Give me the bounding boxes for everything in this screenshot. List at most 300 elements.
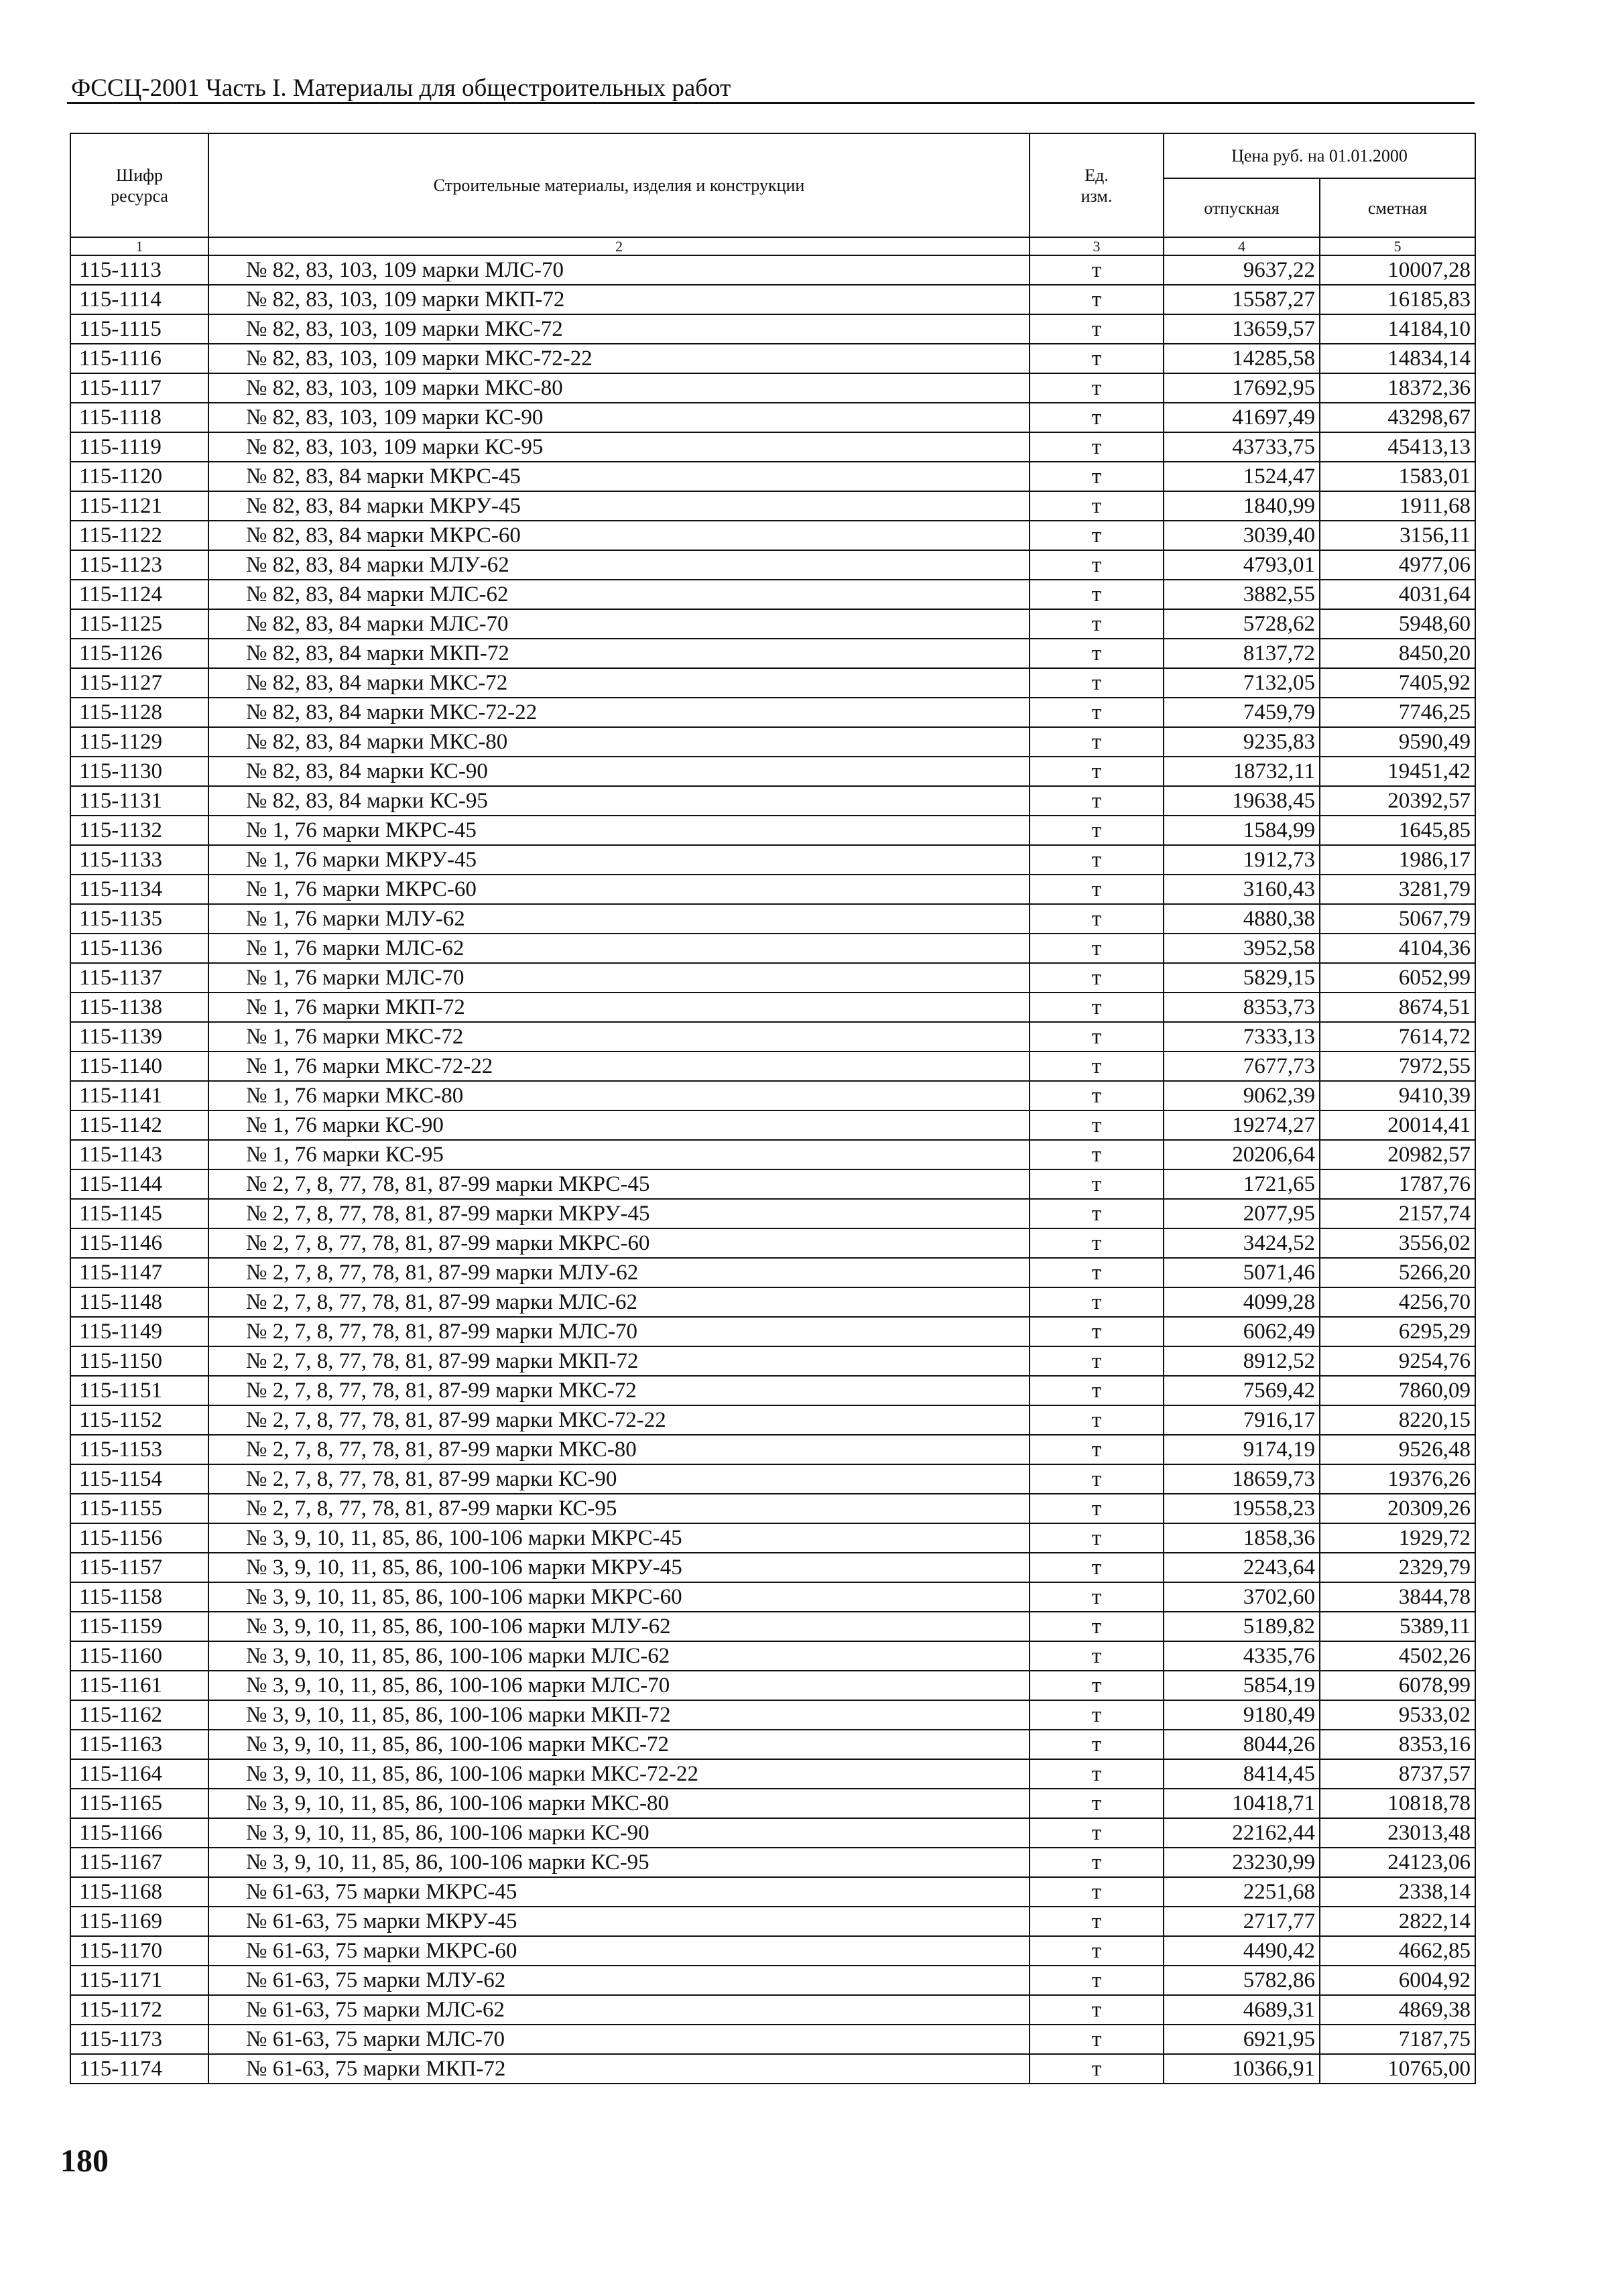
- unit-cell: т: [1030, 1612, 1164, 1641]
- table-row: [70, 816, 1475, 845]
- resource-code-cell: 115-1140: [70, 1051, 208, 1081]
- material-name-cell: № 61-63, 75 марки МЛС-70: [208, 2025, 1030, 2054]
- table-row: [70, 1612, 1475, 1641]
- unit-cell: т: [1030, 1140, 1164, 1169]
- estimate-price-cell: 5067,79: [1320, 904, 1475, 934]
- estimate-price-cell: 6004,92: [1320, 1966, 1475, 1995]
- estimate-price-cell: 7746,25: [1320, 698, 1475, 727]
- resource-code-cell: 115-1168: [70, 1877, 208, 1907]
- material-name-cell: № 82, 83, 84 марки МКС-72-22: [208, 698, 1030, 727]
- unit-cell: т: [1030, 2025, 1164, 2054]
- table-row: [70, 845, 1475, 875]
- release-price-cell: 1858,36: [1164, 1523, 1320, 1553]
- estimate-price-cell: 18372,36: [1320, 373, 1475, 403]
- unit-cell: т: [1030, 1700, 1164, 1730]
- estimate-price-cell: 7405,92: [1320, 668, 1475, 698]
- unit-cell: т: [1030, 1848, 1164, 1877]
- table-row: [70, 1228, 1475, 1258]
- resource-code-cell: 115-1123: [70, 550, 208, 580]
- table-row: [70, 1523, 1475, 1553]
- resource-code-cell: 115-1153: [70, 1435, 208, 1464]
- page-header-title: ФССЦ-2001 Часть I. Материалы для общестроительных работ: [71, 74, 731, 102]
- unit-cell: т: [1030, 1287, 1164, 1317]
- material-name-cell: № 82, 83, 84 марки МКС-80: [208, 727, 1030, 757]
- resource-code-cell: 115-1166: [70, 1818, 208, 1848]
- table-row: [70, 757, 1475, 786]
- unit-cell: т: [1030, 668, 1164, 698]
- resource-code-cell: 115-1129: [70, 727, 208, 757]
- material-name-cell: № 3, 9, 10, 11, 85, 86, 100-106 марки МЛУ-62: [208, 1612, 1030, 1641]
- material-name-cell: № 3, 9, 10, 11, 85, 86, 100-106 марки МКРС-60: [208, 1582, 1030, 1612]
- estimate-price-cell: 8674,51: [1320, 993, 1475, 1022]
- material-name-cell: № 2, 7, 8, 77, 78, 81, 87-99 марки МКП-72: [208, 1346, 1030, 1376]
- release-price-cell: 5189,82: [1164, 1612, 1320, 1641]
- release-price-cell: 9174,19: [1164, 1435, 1320, 1464]
- table-row: [70, 1995, 1475, 2025]
- unit-cell: т: [1030, 609, 1164, 639]
- table-row: [70, 403, 1475, 432]
- release-price-cell: 1840,99: [1164, 491, 1320, 521]
- table-row: [70, 432, 1475, 462]
- resource-code-cell: 115-1139: [70, 1022, 208, 1051]
- estimate-price-cell: 20309,26: [1320, 1494, 1475, 1523]
- header-release-price: отпускная: [1164, 178, 1320, 237]
- table-row: [70, 1877, 1475, 1907]
- unit-cell: т: [1030, 1789, 1164, 1818]
- unit-cell: т: [1030, 1966, 1164, 1995]
- release-price-cell: 3424,52: [1164, 1228, 1320, 1258]
- release-price-cell: 8912,52: [1164, 1346, 1320, 1376]
- unit-cell: т: [1030, 580, 1164, 609]
- table-row: [70, 1110, 1475, 1140]
- material-name-cell: № 2, 7, 8, 77, 78, 81, 87-99 марки МЛС-70: [208, 1317, 1030, 1346]
- resource-code-cell: 115-1133: [70, 845, 208, 875]
- release-price-cell: 18732,11: [1164, 757, 1320, 786]
- release-price-cell: 23230,99: [1164, 1848, 1320, 1877]
- table-row: [70, 1936, 1475, 1966]
- resource-code-cell: 115-1135: [70, 904, 208, 934]
- material-name-cell: № 1, 76 марки МЛС-70: [208, 963, 1030, 993]
- unit-cell: т: [1030, 1317, 1164, 1346]
- resource-code-cell: 115-1163: [70, 1730, 208, 1759]
- resource-code-cell: 115-1145: [70, 1199, 208, 1228]
- estimate-price-cell: 20982,57: [1320, 1140, 1475, 1169]
- material-name-cell: № 61-63, 75 марки МКП-72: [208, 2054, 1030, 2084]
- resource-code-cell: 115-1151: [70, 1376, 208, 1405]
- unit-cell: т: [1030, 1169, 1164, 1199]
- release-price-cell: 22162,44: [1164, 1818, 1320, 1848]
- unit-cell: т: [1030, 1022, 1164, 1051]
- material-name-cell: № 61-63, 75 марки МКРС-60: [208, 1936, 1030, 1966]
- table-row: [70, 462, 1475, 491]
- estimate-price-cell: 4977,06: [1320, 550, 1475, 580]
- release-price-cell: 4793,01: [1164, 550, 1320, 580]
- estimate-price-cell: 8353,16: [1320, 1730, 1475, 1759]
- resource-code-cell: 115-1126: [70, 639, 208, 668]
- resource-code-cell: 115-1137: [70, 963, 208, 993]
- release-price-cell: 1912,73: [1164, 845, 1320, 875]
- table-row: [70, 491, 1475, 521]
- material-name-cell: № 1, 76 марки МЛУ-62: [208, 904, 1030, 934]
- unit-cell: т: [1030, 1671, 1164, 1700]
- unit-cell: т: [1030, 255, 1164, 285]
- estimate-price-cell: 4869,38: [1320, 1995, 1475, 2025]
- material-name-cell: № 82, 83, 103, 109 марки МКС-80: [208, 373, 1030, 403]
- resource-code-cell: 115-1122: [70, 521, 208, 550]
- column-number: 3: [1030, 237, 1164, 255]
- estimate-price-cell: 4031,64: [1320, 580, 1475, 609]
- unit-cell: т: [1030, 285, 1164, 314]
- table-row: [70, 2025, 1475, 2054]
- unit-cell: т: [1030, 757, 1164, 786]
- resource-code-cell: 115-1165: [70, 1789, 208, 1818]
- unit-cell: т: [1030, 786, 1164, 816]
- release-price-cell: 5829,15: [1164, 963, 1320, 993]
- release-price-cell: 5854,19: [1164, 1671, 1320, 1700]
- material-name-cell: № 2, 7, 8, 77, 78, 81, 87-99 марки КС-95: [208, 1494, 1030, 1523]
- material-name-cell: № 1, 76 марки МКС-72-22: [208, 1051, 1030, 1081]
- resource-code-cell: 115-1157: [70, 1553, 208, 1582]
- material-name-cell: № 82, 83, 103, 109 марки МЛС-70: [208, 255, 1030, 285]
- estimate-price-cell: 8450,20: [1320, 639, 1475, 668]
- unit-cell: т: [1030, 875, 1164, 904]
- table-row: [70, 993, 1475, 1022]
- release-price-cell: 1524,47: [1164, 462, 1320, 491]
- release-price-cell: 2717,77: [1164, 1907, 1320, 1936]
- estimate-price-cell: 10007,28: [1320, 255, 1475, 285]
- table-row: [70, 1818, 1475, 1848]
- table-row: [70, 1966, 1475, 1995]
- material-name-cell: № 82, 83, 84 марки МКС-72: [208, 668, 1030, 698]
- resource-code-cell: 115-1171: [70, 1966, 208, 1995]
- table-row: [70, 550, 1475, 580]
- resource-code-cell: 115-1132: [70, 816, 208, 845]
- estimate-price-cell: 9590,49: [1320, 727, 1475, 757]
- table-row: [70, 255, 1475, 285]
- estimate-price-cell: 9533,02: [1320, 1700, 1475, 1730]
- resource-code-cell: 115-1130: [70, 757, 208, 786]
- release-price-cell: 2251,68: [1164, 1877, 1320, 1907]
- unit-cell: т: [1030, 993, 1164, 1022]
- material-name-cell: № 61-63, 75 марки МКРС-45: [208, 1877, 1030, 1907]
- unit-cell: т: [1030, 1553, 1164, 1582]
- table-row: [70, 1641, 1475, 1671]
- material-name-cell: № 1, 76 марки МКС-72: [208, 1022, 1030, 1051]
- header-estimate-price: сметная: [1320, 178, 1475, 237]
- material-name-cell: № 1, 76 марки МКРС-60: [208, 875, 1030, 904]
- table-row: [70, 1789, 1475, 1818]
- estimate-price-cell: 1645,85: [1320, 816, 1475, 845]
- material-name-cell: № 3, 9, 10, 11, 85, 86, 100-106 марки МЛС-62: [208, 1641, 1030, 1671]
- unit-cell: т: [1030, 432, 1164, 462]
- estimate-price-cell: 43298,67: [1320, 403, 1475, 432]
- release-price-cell: 7569,42: [1164, 1376, 1320, 1405]
- table-row: [70, 1671, 1475, 1700]
- resource-code-cell: 115-1161: [70, 1671, 208, 1700]
- table-header: [70, 133, 1475, 255]
- release-price-cell: 7333,13: [1164, 1022, 1320, 1051]
- unit-cell: т: [1030, 1346, 1164, 1376]
- header-rule: [67, 102, 1475, 104]
- material-name-cell: № 82, 83, 84 марки МКРС-45: [208, 462, 1030, 491]
- release-price-cell: 7916,17: [1164, 1405, 1320, 1435]
- release-price-cell: 1584,99: [1164, 816, 1320, 845]
- resource-code-cell: 115-1170: [70, 1936, 208, 1966]
- table-body: [70, 255, 1475, 2084]
- table-row: [70, 1199, 1475, 1228]
- resource-code-cell: 115-1114: [70, 285, 208, 314]
- estimate-price-cell: 14184,10: [1320, 314, 1475, 344]
- resource-code-cell: 115-1167: [70, 1848, 208, 1877]
- resource-code-cell: 115-1154: [70, 1464, 208, 1494]
- material-name-cell: № 82, 83, 84 марки МКП-72: [208, 639, 1030, 668]
- release-price-cell: 3160,43: [1164, 875, 1320, 904]
- table-row: [70, 698, 1475, 727]
- unit-cell: т: [1030, 1405, 1164, 1435]
- estimate-price-cell: 9410,39: [1320, 1081, 1475, 1110]
- unit-cell: т: [1030, 963, 1164, 993]
- estimate-price-cell: 19451,42: [1320, 757, 1475, 786]
- resource-code-cell: 115-1115: [70, 314, 208, 344]
- estimate-price-cell: 20392,57: [1320, 786, 1475, 816]
- table-row: [70, 1376, 1475, 1405]
- unit-cell: т: [1030, 1995, 1164, 2025]
- material-name-cell: № 3, 9, 10, 11, 85, 86, 100-106 марки МКС-80: [208, 1789, 1030, 1818]
- release-price-cell: 3882,55: [1164, 580, 1320, 609]
- estimate-price-cell: 4256,70: [1320, 1287, 1475, 1317]
- material-name-cell: № 1, 76 марки МКРС-45: [208, 816, 1030, 845]
- table-row: [70, 609, 1475, 639]
- table-row: [70, 786, 1475, 816]
- table-row: [70, 521, 1475, 550]
- material-name-cell: № 3, 9, 10, 11, 85, 86, 100-106 марки МЛС-70: [208, 1671, 1030, 1700]
- table-row: [70, 1494, 1475, 1523]
- release-price-cell: 7459,79: [1164, 698, 1320, 727]
- release-price-cell: 8137,72: [1164, 639, 1320, 668]
- unit-cell: т: [1030, 1936, 1164, 1966]
- release-price-cell: 6921,95: [1164, 2025, 1320, 2054]
- header-name: Строительные материалы, изделия и конструкции: [208, 133, 1030, 237]
- unit-cell: т: [1030, 1258, 1164, 1287]
- release-price-cell: 19558,23: [1164, 1494, 1320, 1523]
- resource-code-cell: 115-1118: [70, 403, 208, 432]
- release-price-cell: 20206,64: [1164, 1140, 1320, 1169]
- table-row: [70, 934, 1475, 963]
- table-row: [70, 1051, 1475, 1081]
- unit-cell: т: [1030, 1494, 1164, 1523]
- resource-code-cell: 115-1136: [70, 934, 208, 963]
- estimate-price-cell: 14834,14: [1320, 344, 1475, 373]
- table-row: [70, 1848, 1475, 1877]
- resource-code-cell: 115-1131: [70, 786, 208, 816]
- resource-code-cell: 115-1159: [70, 1612, 208, 1641]
- table-row: [70, 1907, 1475, 1936]
- resource-code-cell: 115-1117: [70, 373, 208, 403]
- release-price-cell: 4099,28: [1164, 1287, 1320, 1317]
- unit-cell: т: [1030, 1081, 1164, 1110]
- material-name-cell: № 2, 7, 8, 77, 78, 81, 87-99 марки МЛУ-62: [208, 1258, 1030, 1287]
- unit-cell: т: [1030, 1907, 1164, 1936]
- table-row: [70, 1022, 1475, 1051]
- release-price-cell: 3702,60: [1164, 1582, 1320, 1612]
- unit-cell: т: [1030, 1435, 1164, 1464]
- column-number: 4: [1164, 237, 1320, 255]
- unit-cell: т: [1030, 1376, 1164, 1405]
- unit-cell: т: [1030, 639, 1164, 668]
- resource-code-cell: 115-1138: [70, 993, 208, 1022]
- material-name-cell: № 3, 9, 10, 11, 85, 86, 100-106 марки КС-90: [208, 1818, 1030, 1848]
- resource-code-cell: 115-1152: [70, 1405, 208, 1435]
- table-row: [70, 1435, 1475, 1464]
- estimate-price-cell: 45413,13: [1320, 432, 1475, 462]
- release-price-cell: 9637,22: [1164, 255, 1320, 285]
- table-row: [70, 2054, 1475, 2084]
- release-price-cell: 9180,49: [1164, 1700, 1320, 1730]
- resource-code-cell: 115-1169: [70, 1907, 208, 1936]
- estimate-price-cell: 5266,20: [1320, 1258, 1475, 1287]
- material-name-cell: № 1, 76 марки МКРУ-45: [208, 845, 1030, 875]
- estimate-price-cell: 9254,76: [1320, 1346, 1475, 1376]
- estimate-price-cell: 20014,41: [1320, 1110, 1475, 1140]
- resource-code-cell: 115-1127: [70, 668, 208, 698]
- release-price-cell: 4880,38: [1164, 904, 1320, 934]
- unit-cell: т: [1030, 1582, 1164, 1612]
- material-name-cell: № 2, 7, 8, 77, 78, 81, 87-99 марки МКС-72-22: [208, 1405, 1030, 1435]
- unit-cell: т: [1030, 521, 1164, 550]
- table-row: [70, 1700, 1475, 1730]
- unit-cell: т: [1030, 904, 1164, 934]
- table-row: [70, 1258, 1475, 1287]
- resource-code-cell: 115-1149: [70, 1317, 208, 1346]
- material-name-cell: № 2, 7, 8, 77, 78, 81, 87-99 марки МКС-80: [208, 1435, 1030, 1464]
- release-price-cell: 5071,46: [1164, 1258, 1320, 1287]
- unit-cell: т: [1030, 1523, 1164, 1553]
- estimate-price-cell: 1911,68: [1320, 491, 1475, 521]
- material-name-cell: № 2, 7, 8, 77, 78, 81, 87-99 марки КС-90: [208, 1464, 1030, 1494]
- estimate-price-cell: 2157,74: [1320, 1199, 1475, 1228]
- unit-cell: т: [1030, 1877, 1164, 1907]
- release-price-cell: 41697,49: [1164, 403, 1320, 432]
- material-name-cell: № 3, 9, 10, 11, 85, 86, 100-106 марки МКС-72-22: [208, 1759, 1030, 1789]
- unit-cell: т: [1030, 1199, 1164, 1228]
- column-number-row: [70, 237, 1475, 255]
- estimate-price-cell: 7614,72: [1320, 1022, 1475, 1051]
- release-price-cell: 7677,73: [1164, 1051, 1320, 1081]
- unit-cell: т: [1030, 1818, 1164, 1848]
- resource-code-cell: 115-1162: [70, 1700, 208, 1730]
- release-price-cell: 19638,45: [1164, 786, 1320, 816]
- header-code-label: Шифр ресурса: [111, 165, 168, 206]
- release-price-cell: 8044,26: [1164, 1730, 1320, 1759]
- resource-code-cell: 115-1116: [70, 344, 208, 373]
- material-name-cell: № 82, 83, 84 марки МЛС-70: [208, 609, 1030, 639]
- estimate-price-cell: 5948,60: [1320, 609, 1475, 639]
- material-name-cell: № 3, 9, 10, 11, 85, 86, 100-106 марки МКП-72: [208, 1700, 1030, 1730]
- estimate-price-cell: 24123,06: [1320, 1848, 1475, 1877]
- table-row: [70, 1169, 1475, 1199]
- release-price-cell: 3952,58: [1164, 934, 1320, 963]
- resource-code-cell: 115-1150: [70, 1346, 208, 1376]
- unit-cell: т: [1030, 1110, 1164, 1140]
- estimate-price-cell: 10765,00: [1320, 2054, 1475, 2084]
- table-row: [70, 1317, 1475, 1346]
- release-price-cell: 4335,76: [1164, 1641, 1320, 1671]
- release-price-cell: 7132,05: [1164, 668, 1320, 698]
- material-name-cell: № 1, 76 марки МКС-80: [208, 1081, 1030, 1110]
- estimate-price-cell: 3844,78: [1320, 1582, 1475, 1612]
- table-row: [70, 1140, 1475, 1169]
- resource-code-cell: 115-1134: [70, 875, 208, 904]
- unit-cell: т: [1030, 1641, 1164, 1671]
- unit-cell: т: [1030, 550, 1164, 580]
- release-price-cell: 9235,83: [1164, 727, 1320, 757]
- unit-cell: т: [1030, 344, 1164, 373]
- estimate-price-cell: 1583,01: [1320, 462, 1475, 491]
- unit-cell: т: [1030, 845, 1164, 875]
- material-name-cell: № 82, 83, 103, 109 марки КС-95: [208, 432, 1030, 462]
- release-price-cell: 10366,91: [1164, 2054, 1320, 2084]
- release-price-cell: 10418,71: [1164, 1789, 1320, 1818]
- material-name-cell: № 82, 83, 103, 109 марки МКС-72-22: [208, 344, 1030, 373]
- release-price-cell: 1721,65: [1164, 1169, 1320, 1199]
- estimate-price-cell: 4662,85: [1320, 1936, 1475, 1966]
- material-name-cell: № 82, 83, 103, 109 марки МКС-72: [208, 314, 1030, 344]
- material-name-cell: № 3, 9, 10, 11, 85, 86, 100-106 марки КС-95: [208, 1848, 1030, 1877]
- estimate-price-cell: 1929,72: [1320, 1523, 1475, 1553]
- estimate-price-cell: 10818,78: [1320, 1789, 1475, 1818]
- unit-cell: т: [1030, 462, 1164, 491]
- material-name-cell: № 61-63, 75 марки МКРУ-45: [208, 1907, 1030, 1936]
- estimate-price-cell: 7187,75: [1320, 2025, 1475, 2054]
- resource-code-cell: 115-1128: [70, 698, 208, 727]
- header-code: [70, 133, 208, 237]
- table-row: [70, 1346, 1475, 1376]
- release-price-cell: 4490,42: [1164, 1936, 1320, 1966]
- unit-cell: т: [1030, 698, 1164, 727]
- material-name-cell: № 3, 9, 10, 11, 85, 86, 100-106 марки МКРУ-45: [208, 1553, 1030, 1582]
- unit-cell: т: [1030, 1730, 1164, 1759]
- release-price-cell: 6062,49: [1164, 1317, 1320, 1346]
- material-name-cell: № 2, 7, 8, 77, 78, 81, 87-99 марки МКРУ-45: [208, 1199, 1030, 1228]
- table-row: [70, 373, 1475, 403]
- column-number: 5: [1320, 237, 1475, 255]
- estimate-price-cell: 7860,09: [1320, 1376, 1475, 1405]
- unit-cell: т: [1030, 403, 1164, 432]
- estimate-price-cell: 5389,11: [1320, 1612, 1475, 1641]
- estimate-price-cell: 2338,14: [1320, 1877, 1475, 1907]
- material-name-cell: № 82, 83, 103, 109 марки КС-90: [208, 403, 1030, 432]
- resource-code-cell: 115-1143: [70, 1140, 208, 1169]
- resource-code-cell: 115-1160: [70, 1641, 208, 1671]
- material-name-cell: № 1, 76 марки КС-95: [208, 1140, 1030, 1169]
- unit-cell: т: [1030, 1051, 1164, 1081]
- table-row: [70, 1081, 1475, 1110]
- resource-code-cell: 115-1173: [70, 2025, 208, 2054]
- material-name-cell: № 82, 83, 84 марки МЛС-62: [208, 580, 1030, 609]
- estimate-price-cell: 8220,15: [1320, 1405, 1475, 1435]
- material-name-cell: № 1, 76 марки МЛС-62: [208, 934, 1030, 963]
- estimate-price-cell: 6295,29: [1320, 1317, 1475, 1346]
- header-price-group: Цена руб. на 01.01.2000: [1164, 133, 1475, 178]
- resource-code-cell: 115-1125: [70, 609, 208, 639]
- resource-code-cell: 115-1144: [70, 1169, 208, 1199]
- resource-code-cell: 115-1142: [70, 1110, 208, 1140]
- table-row: [70, 1759, 1475, 1789]
- table-row: [70, 1730, 1475, 1759]
- release-price-cell: 5782,86: [1164, 1966, 1320, 1995]
- material-name-cell: № 61-63, 75 марки МЛУ-62: [208, 1966, 1030, 1995]
- estimate-price-cell: 3156,11: [1320, 521, 1475, 550]
